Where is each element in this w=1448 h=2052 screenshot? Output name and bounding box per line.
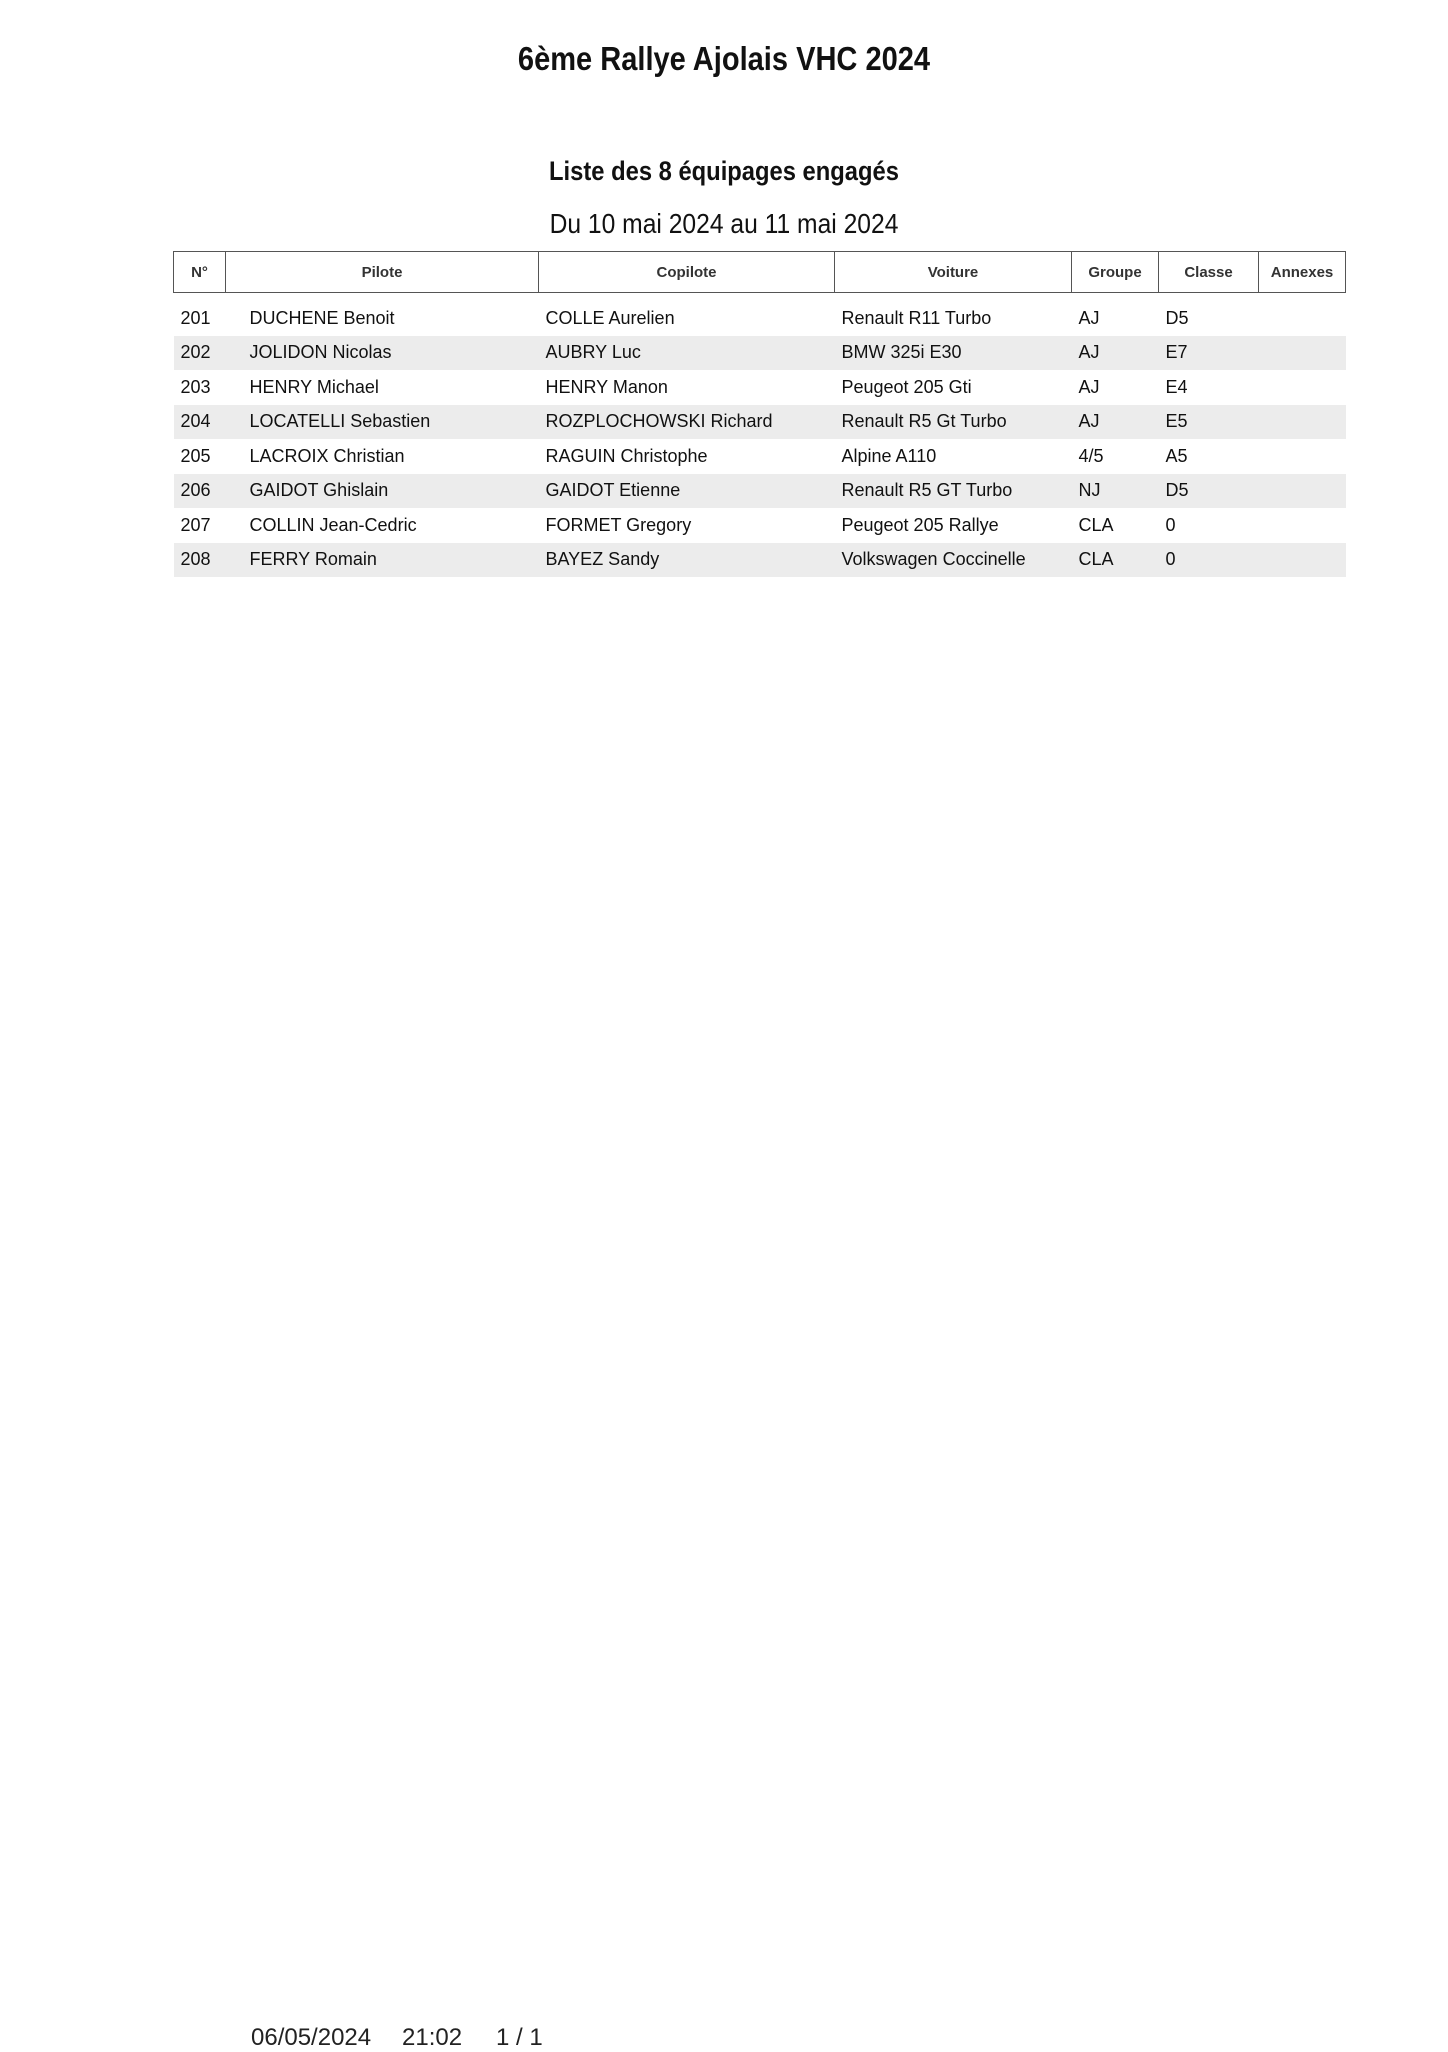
cell-copilote: COLLE Aurelien: [545, 307, 675, 328]
cell-classe: A5: [1165, 445, 1188, 466]
header-num: N°: [174, 252, 226, 293]
table-row: [174, 336, 1346, 371]
list-subtitle: Liste des 8 équipages engagés: [549, 156, 899, 186]
header-pilote: Pilote: [226, 252, 539, 293]
cell-voiture: Volkswagen Coccinelle: [835, 543, 1072, 578]
cell-groupe: 4/5: [1078, 445, 1104, 466]
cell-annexes: [1259, 439, 1346, 474]
cell-groupe: NJ: [1072, 474, 1159, 509]
cell-voiture: Renault R5 Gt Turbo: [835, 405, 1072, 440]
cell-pilote: FERRY Romain: [226, 543, 539, 578]
cell-pilote: COLLIN Jean-Cedric: [249, 514, 417, 535]
cell-num: 208: [174, 543, 226, 578]
table-row: [174, 508, 1346, 543]
cell-classe: E7: [1159, 336, 1259, 371]
cell-voiture: Renault R5 GT Turbo: [835, 474, 1072, 509]
cell-voiture: Renault R11 Turbo: [841, 307, 992, 328]
footer-date: 06/05/2024: [251, 2024, 372, 2051]
cell-voiture: Alpine A110: [841, 445, 937, 466]
cell-classe: E4: [1165, 376, 1188, 397]
table-row: [174, 543, 1346, 578]
cell-voiture: BMW 325i E30: [835, 336, 1072, 371]
cell-annexes: [1259, 474, 1346, 509]
header-groupe: Groupe: [1072, 252, 1159, 293]
cell-annexes: [1259, 293, 1346, 336]
cell-pilote: GAIDOT Ghislain: [226, 474, 539, 509]
table-row: [174, 370, 1346, 405]
cell-num: 207: [180, 514, 211, 535]
cell-groupe: AJ: [1072, 336, 1159, 371]
table-row: [174, 439, 1346, 474]
cell-voiture: Peugeot 205 Rallye: [841, 514, 999, 535]
cell-annexes: [1259, 543, 1346, 578]
cell-copilote: RAGUIN Christophe: [545, 445, 708, 466]
cell-copilote: ROZPLOCHOWSKI Richard: [539, 405, 835, 440]
cell-annexes: [1259, 405, 1346, 440]
cell-groupe: AJ: [1078, 307, 1100, 328]
cell-num: 201: [180, 307, 211, 328]
cell-classe: 0: [1165, 514, 1176, 535]
cell-num: 206: [174, 474, 226, 509]
cell-copilote: HENRY Manon: [545, 376, 668, 397]
cell-num: 202: [174, 336, 226, 371]
cell-classe: 0: [1159, 543, 1259, 578]
cell-copilote: GAIDOT Etienne: [539, 474, 835, 509]
cell-voiture: Peugeot 205 Gti: [841, 376, 972, 397]
cell-classe: E5: [1159, 405, 1259, 440]
table-row: [174, 474, 1346, 509]
header-annexes: Annexes: [1259, 252, 1346, 293]
header-voiture: Voiture: [835, 252, 1072, 293]
header-classe: Classe: [1159, 252, 1259, 293]
footer-time: 21:02: [402, 2024, 463, 2051]
cell-num: 204: [174, 405, 226, 440]
cell-pilote: JOLIDON Nicolas: [226, 336, 539, 371]
cell-groupe: CLA: [1072, 543, 1159, 578]
cell-copilote: AUBRY Luc: [539, 336, 835, 371]
header-copilote: Copilote: [539, 252, 835, 293]
table-row: [174, 293, 1346, 336]
cell-groupe: AJ: [1072, 405, 1159, 440]
table-header-row: [174, 252, 1346, 293]
cell-copilote: BAYEZ Sandy: [539, 543, 835, 578]
event-dates: Du 10 mai 2024 au 11 mai 2024: [549, 208, 899, 239]
table-row: [174, 405, 1346, 440]
crews-table: [173, 251, 1346, 577]
cell-pilote: DUCHENE Benoit: [249, 307, 395, 328]
cell-pilote: LACROIX Christian: [249, 445, 405, 466]
cell-groupe: AJ: [1078, 376, 1100, 397]
cell-annexes: [1259, 370, 1346, 405]
cell-num: 205: [180, 445, 211, 466]
cell-annexes: [1259, 508, 1346, 543]
cell-pilote: HENRY Michael: [249, 376, 379, 397]
cell-groupe: CLA: [1078, 514, 1114, 535]
cell-num: 203: [180, 376, 211, 397]
cell-copilote: FORMET Gregory: [545, 514, 692, 535]
cell-classe: D5: [1159, 474, 1259, 509]
cell-pilote: LOCATELLI Sebastien: [226, 405, 539, 440]
cell-classe: D5: [1165, 307, 1189, 328]
cell-annexes: [1259, 336, 1346, 371]
footer-page-number: 1 / 1: [496, 2024, 543, 2051]
document-title: 6ème Rallye Ajolais VHC 2024: [517, 40, 931, 77]
